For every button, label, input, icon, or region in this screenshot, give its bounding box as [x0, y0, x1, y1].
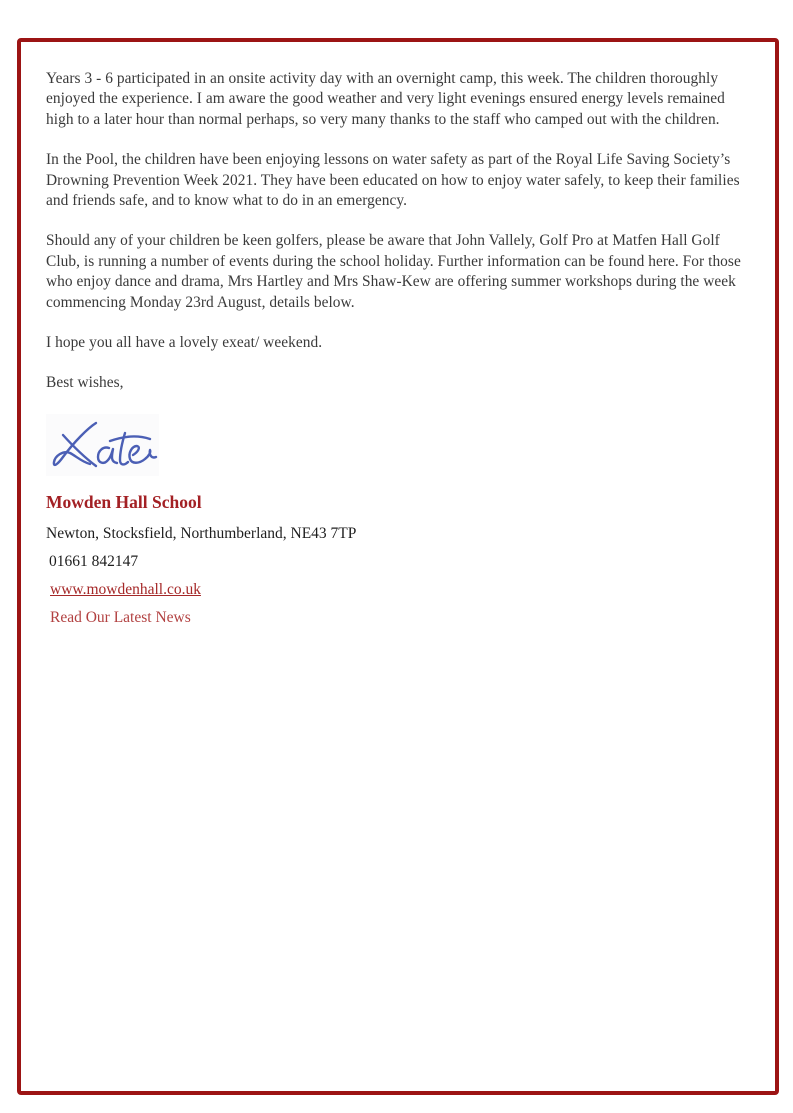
- paragraph-pool: In the Pool, the children have been enjoying lessons on water safety as part of the Royal Life Saving Society’s Drowning Prevention Week 2021. They have been educated on how to enjoy water safely, to keep their families and friends safe, and to know what to do in an emergency.: [46, 151, 740, 210]
- school-name: Mowden Hall School: [46, 491, 202, 512]
- signature-image: [46, 414, 159, 476]
- paragraph-weekend: I hope you all have a lovely exeat/ weekend.: [46, 334, 323, 352]
- website-link[interactable]: www.mowdenhall.co.uk: [50, 580, 201, 598]
- paragraph-camp: Years 3 - 6 participated in an onsite activity day with an overnight camp, this week. The children thoroughly enjoyed the experience. I am aware the good weather and very light evenings ensured energy levels remained high to a later hour than normal perhaps, so very many thanks to the staff who camped out with the children.: [46, 70, 725, 128]
- paragraph-golf-drama: Should any of your children be keen golfers, please be aware that John Vallely, Golf Pro at Matfen Hall Golf Club, is running a number of events during the school holiday. Further information can be found here. For those who enjoy dance and drama, Mrs Hartley and Mrs Shaw-Kew are offering summer workshops during the week commencing Monday 23rd August, details below.: [46, 232, 741, 311]
- letter-page: [17, 38, 779, 1095]
- letter-content: [21, 42, 775, 627]
- school-phone: 01661 842147: [49, 552, 139, 570]
- paragraph-best-wishes: Best wishes,: [46, 374, 124, 392]
- latest-news-link[interactable]: Read Our Latest News: [50, 608, 191, 626]
- school-address: Newton, Stocksfield, Northumberland, NE43 7TP: [46, 524, 357, 542]
- handwritten-signature-kate: [46, 414, 159, 476]
